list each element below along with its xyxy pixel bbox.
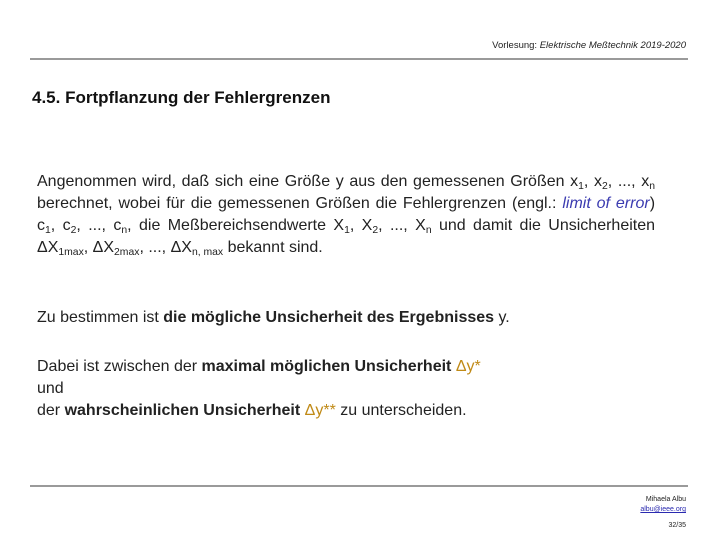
text-run: ) c: [37, 195, 656, 234]
text-run: Dabei ist zwischen der: [37, 358, 202, 375]
subscript: 2: [601, 181, 608, 193]
text-run: X: [181, 239, 192, 256]
subscript: 2: [70, 225, 77, 237]
emphasis-text: die mögliche Unsicherheit des Ergebnisses: [163, 309, 495, 326]
subscript: 2max: [114, 247, 140, 259]
text-run: , ...,: [139, 239, 171, 256]
text-run: X: [47, 239, 59, 256]
intro-paragraph: [37, 171, 655, 259]
delta-symbol: Δ: [170, 239, 182, 256]
text-run: , x: [583, 173, 602, 190]
top-divider: [30, 58, 688, 60]
distinction-line-1: [37, 356, 655, 378]
author-name: Mihaela Albu: [645, 496, 686, 503]
subscript: 1: [45, 225, 51, 237]
delta-probable-symbol: Δy**: [304, 402, 336, 419]
text-run: , ..., x: [607, 173, 650, 190]
distinction-line-3: [37, 400, 655, 422]
subscript: n, max: [191, 247, 224, 259]
text-run: y.: [494, 309, 510, 326]
subscript: 2: [372, 225, 379, 237]
text-run: , X: [349, 217, 373, 234]
distinction-line-2: und: [37, 380, 64, 397]
text-run: X: [103, 239, 115, 256]
subscript: 1: [344, 225, 350, 237]
english-term: limit of error: [562, 195, 650, 212]
lecture-header: [492, 40, 686, 51]
text-run: und damit die Unsicherheiten: [431, 217, 656, 234]
author-email-link[interactable]: albu@ieee.org: [640, 506, 686, 513]
course-name: Elektrische Meßtechnik 2019-2020: [539, 40, 686, 51]
text-run: ,: [83, 239, 93, 256]
text-run: , ..., c: [76, 217, 122, 234]
subscript: 1max: [58, 247, 84, 259]
subscript: n: [425, 225, 432, 237]
text-run: , ..., X: [378, 217, 426, 234]
text-run: der: [37, 402, 65, 419]
text-run: Angenommen wird, daß sich eine Größe y aus den gemessenen Größen x: [37, 173, 579, 190]
distinction-paragraph: [37, 356, 655, 422]
page-number: 32/35: [668, 522, 686, 529]
text-run: , die Meßbereichsendwerte X: [127, 217, 345, 234]
delta-max-symbol: Δy*: [455, 358, 481, 375]
delta-symbol: Δ: [37, 239, 48, 256]
subscript: n: [649, 181, 656, 193]
text-run: berechnet, wobei für die gemessenen Größen die Fehlergrenzen (engl.:: [37, 195, 563, 212]
goal-paragraph: [37, 307, 655, 329]
text-run: , c: [50, 217, 71, 234]
lecture-prefix: Vorlesung:: [492, 40, 540, 51]
slide-footer: [640, 495, 686, 531]
subscript: n: [121, 225, 128, 237]
emphasis-text: wahrscheinlichen Unsicherheit: [64, 402, 301, 419]
text-run: Zu bestimmen ist: [37, 309, 164, 326]
text-run: bekannt sind.: [223, 239, 323, 256]
bottom-divider: [30, 485, 688, 487]
text-run: zu unterscheiden.: [335, 402, 467, 419]
delta-symbol: Δ: [92, 239, 104, 256]
section-title: 4.5. Fortpflanzung der Fehlergrenzen: [32, 88, 331, 107]
emphasis-text: maximal möglichen Unsicherheit: [201, 358, 452, 375]
subscript: 1: [578, 181, 584, 193]
